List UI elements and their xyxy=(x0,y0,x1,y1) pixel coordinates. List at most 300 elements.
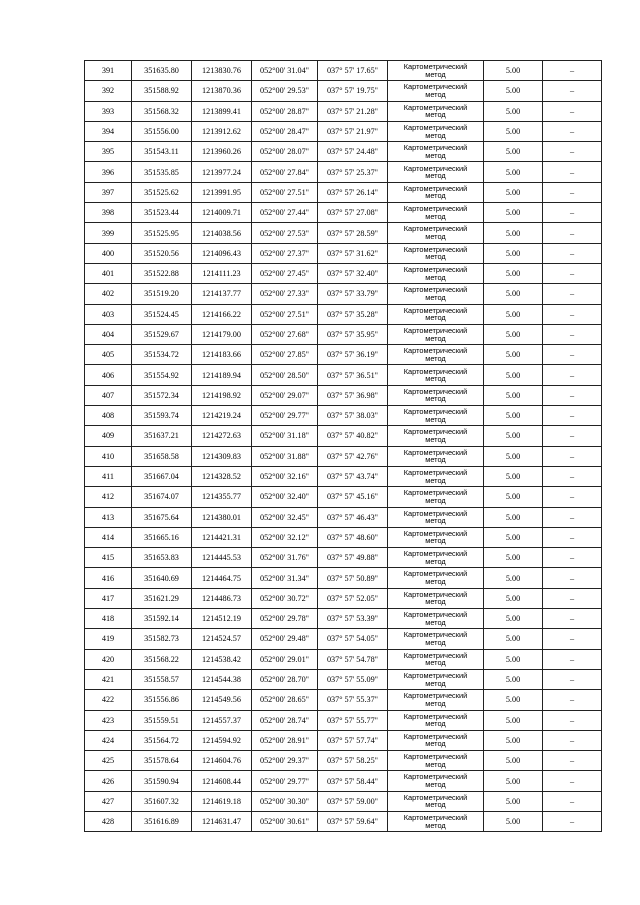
method-cell xyxy=(388,487,484,507)
x-coordinate-cell: 351588.92 xyxy=(132,81,192,101)
method-line-1: Картометрический xyxy=(403,386,468,396)
method-line-1: Картометрический xyxy=(403,752,468,762)
coordinates-table xyxy=(84,60,602,832)
x-coordinate-cell: 351523.44 xyxy=(132,203,192,223)
note-cell: – xyxy=(543,243,602,263)
point-number-cell: 415 xyxy=(85,548,132,568)
latitude-cell: 052°00' 27.45" xyxy=(252,263,318,283)
latitude-cell: 052°00' 29.37" xyxy=(252,751,318,771)
longitude-cell: 037° 57' 45.16" xyxy=(318,487,388,507)
table-row xyxy=(85,791,602,811)
note-cell: – xyxy=(543,345,602,365)
point-number-cell: 410 xyxy=(85,446,132,466)
longitude-cell: 037° 57' 50.89" xyxy=(318,568,388,588)
method-cell xyxy=(388,527,484,547)
note-cell: – xyxy=(543,791,602,811)
method-line-2: метод xyxy=(425,556,446,566)
latitude-cell: 052°00' 31.88" xyxy=(252,446,318,466)
y-coordinate-cell: 1214524.57 xyxy=(192,629,252,649)
accuracy-cell: 5.00 xyxy=(484,101,543,121)
y-coordinate-cell: 1214179.00 xyxy=(192,324,252,344)
table-row xyxy=(85,284,602,304)
method-cell xyxy=(388,751,484,771)
method-cell xyxy=(388,548,484,568)
method-line-2: метод xyxy=(425,89,446,99)
accuracy-cell: 5.00 xyxy=(484,669,543,689)
longitude-cell: 037° 57' 55.37" xyxy=(318,690,388,710)
x-coordinate-cell: 351658.58 xyxy=(132,446,192,466)
point-number-cell: 407 xyxy=(85,385,132,405)
method-line-1: Картометрический xyxy=(403,265,468,275)
y-coordinate-cell: 1213977.24 xyxy=(192,162,252,182)
table-row xyxy=(85,81,602,101)
method-line-1: Картометрический xyxy=(403,325,468,335)
note-cell: – xyxy=(543,162,602,182)
accuracy-cell: 5.00 xyxy=(484,284,543,304)
note-cell: – xyxy=(543,121,602,141)
method-line-2: метод xyxy=(425,820,446,830)
latitude-cell: 052°00' 29.78" xyxy=(252,609,318,629)
table-row xyxy=(85,568,602,588)
point-number-cell: 412 xyxy=(85,487,132,507)
table-row xyxy=(85,304,602,324)
point-number-cell: 404 xyxy=(85,324,132,344)
note-cell: – xyxy=(543,588,602,608)
x-coordinate-cell: 351554.92 xyxy=(132,365,192,385)
y-coordinate-cell: 1214198.92 xyxy=(192,385,252,405)
latitude-cell: 052°00' 32.40" xyxy=(252,487,318,507)
table-row xyxy=(85,324,602,344)
accuracy-cell: 5.00 xyxy=(484,406,543,426)
note-cell: – xyxy=(543,263,602,283)
latitude-cell: 052°00' 28.65" xyxy=(252,690,318,710)
method-line-1: Картометрический xyxy=(403,488,468,498)
latitude-cell: 052°00' 28.74" xyxy=(252,710,318,730)
point-number-cell: 418 xyxy=(85,609,132,629)
longitude-cell: 037° 57' 26.14" xyxy=(318,182,388,202)
y-coordinate-cell: 1214183.66 xyxy=(192,345,252,365)
method-cell xyxy=(388,811,484,831)
longitude-cell: 037° 57' 31.62" xyxy=(318,243,388,263)
longitude-cell: 037° 57' 59.00" xyxy=(318,791,388,811)
longitude-cell: 037° 57' 38.03" xyxy=(318,406,388,426)
table-row xyxy=(85,669,602,689)
method-line-1: Картометрический xyxy=(403,711,468,721)
table-row xyxy=(85,142,602,162)
note-cell: – xyxy=(543,142,602,162)
longitude-cell: 037° 57' 42.76" xyxy=(318,446,388,466)
method-line-1: Картометрический xyxy=(403,427,468,437)
point-number-cell: 397 xyxy=(85,182,132,202)
method-cell xyxy=(388,243,484,263)
x-coordinate-cell: 351590.94 xyxy=(132,771,192,791)
note-cell: – xyxy=(543,223,602,243)
y-coordinate-cell: 1214137.77 xyxy=(192,284,252,304)
table-row xyxy=(85,466,602,486)
note-cell: – xyxy=(543,446,602,466)
method-cell xyxy=(388,182,484,202)
point-number-cell: 413 xyxy=(85,507,132,527)
note-cell: – xyxy=(543,466,602,486)
method-line-2: метод xyxy=(425,759,446,769)
accuracy-cell: 5.00 xyxy=(484,466,543,486)
accuracy-cell: 5.00 xyxy=(484,203,543,223)
x-coordinate-cell: 351665.16 xyxy=(132,527,192,547)
method-cell xyxy=(388,507,484,527)
latitude-cell: 052°00' 28.07" xyxy=(252,142,318,162)
method-cell xyxy=(388,730,484,750)
method-line-1: Картометрический xyxy=(403,407,468,417)
point-number-cell: 402 xyxy=(85,284,132,304)
latitude-cell: 052°00' 29.77" xyxy=(252,771,318,791)
table-row xyxy=(85,710,602,730)
table-row xyxy=(85,406,602,426)
method-cell xyxy=(388,690,484,710)
accuracy-cell: 5.00 xyxy=(484,629,543,649)
x-coordinate-cell: 351520.56 xyxy=(132,243,192,263)
note-cell: – xyxy=(543,609,602,629)
latitude-cell: 052°00' 31.34" xyxy=(252,568,318,588)
method-line-2: метод xyxy=(425,191,446,201)
y-coordinate-cell: 1214557.37 xyxy=(192,710,252,730)
method-cell xyxy=(388,365,484,385)
method-line-1: Картометрический xyxy=(403,589,468,599)
latitude-cell: 052°00' 31.04" xyxy=(252,61,318,81)
table-row xyxy=(85,548,602,568)
latitude-cell: 052°00' 28.70" xyxy=(252,669,318,689)
y-coordinate-cell: 1213960.26 xyxy=(192,142,252,162)
table-row xyxy=(85,771,602,791)
latitude-cell: 052°00' 28.50" xyxy=(252,365,318,385)
method-line-2: метод xyxy=(425,69,446,79)
method-line-2: метод xyxy=(425,272,446,282)
note-cell: – xyxy=(543,406,602,426)
y-coordinate-cell: 1214445.53 xyxy=(192,548,252,568)
method-line-2: метод xyxy=(425,171,446,181)
y-coordinate-cell: 1214544.38 xyxy=(192,669,252,689)
point-number-cell: 409 xyxy=(85,426,132,446)
point-number-cell: 421 xyxy=(85,669,132,689)
latitude-cell: 052°00' 29.07" xyxy=(252,385,318,405)
method-line-1: Картометрический xyxy=(403,285,468,295)
method-cell xyxy=(388,446,484,466)
y-coordinate-cell: 1214594.92 xyxy=(192,730,252,750)
accuracy-cell: 5.00 xyxy=(484,568,543,588)
y-coordinate-cell: 1214512.19 xyxy=(192,609,252,629)
method-line-2: метод xyxy=(425,698,446,708)
longitude-cell: 037° 57' 52.05" xyxy=(318,588,388,608)
method-line-1: Картометрический xyxy=(403,163,468,173)
table-row xyxy=(85,385,602,405)
x-coordinate-cell: 351559.51 xyxy=(132,710,192,730)
method-line-2: метод xyxy=(425,313,446,323)
method-line-1: Картометрический xyxy=(403,102,468,112)
y-coordinate-cell: 1214421.31 xyxy=(192,527,252,547)
method-line-2: метод xyxy=(425,516,446,526)
method-line-2: метод xyxy=(425,292,446,302)
note-cell: – xyxy=(543,771,602,791)
note-cell: – xyxy=(543,690,602,710)
table-row xyxy=(85,690,602,710)
x-coordinate-cell: 351572.34 xyxy=(132,385,192,405)
method-cell xyxy=(388,324,484,344)
point-number-cell: 395 xyxy=(85,142,132,162)
x-coordinate-cell: 351607.32 xyxy=(132,791,192,811)
longitude-cell: 037° 57' 25.37" xyxy=(318,162,388,182)
accuracy-cell: 5.00 xyxy=(484,588,543,608)
method-cell xyxy=(388,771,484,791)
accuracy-cell: 5.00 xyxy=(484,527,543,547)
method-line-2: метод xyxy=(425,739,446,749)
latitude-cell: 052°00' 27.85" xyxy=(252,345,318,365)
longitude-cell: 037° 57' 27.08" xyxy=(318,203,388,223)
method-line-1: Картометрический xyxy=(403,610,468,620)
table-row xyxy=(85,345,602,365)
table-row xyxy=(85,101,602,121)
method-line-2: метод xyxy=(425,130,446,140)
point-number-cell: 420 xyxy=(85,649,132,669)
latitude-cell: 052°00' 30.72" xyxy=(252,588,318,608)
point-number-cell: 399 xyxy=(85,223,132,243)
method-line-1: Картометрический xyxy=(403,447,468,457)
point-number-cell: 414 xyxy=(85,527,132,547)
method-cell xyxy=(388,609,484,629)
accuracy-cell: 5.00 xyxy=(484,811,543,831)
note-cell: – xyxy=(543,548,602,568)
point-number-cell: 406 xyxy=(85,365,132,385)
table-row xyxy=(85,243,602,263)
method-line-1: Картометрический xyxy=(403,183,468,193)
accuracy-cell: 5.00 xyxy=(484,690,543,710)
longitude-cell: 037° 57' 43.74" xyxy=(318,466,388,486)
x-coordinate-cell: 351667.04 xyxy=(132,466,192,486)
latitude-cell: 052°00' 31.18" xyxy=(252,426,318,446)
accuracy-cell: 5.00 xyxy=(484,162,543,182)
y-coordinate-cell: 1214380.01 xyxy=(192,507,252,527)
latitude-cell: 052°00' 32.45" xyxy=(252,507,318,527)
x-coordinate-cell: 351556.00 xyxy=(132,121,192,141)
longitude-cell: 037° 57' 57.74" xyxy=(318,730,388,750)
latitude-cell: 052°00' 27.37" xyxy=(252,243,318,263)
x-coordinate-cell: 351525.62 xyxy=(132,182,192,202)
table-row xyxy=(85,121,602,141)
method-line-2: метод xyxy=(425,374,446,384)
x-coordinate-cell: 351568.22 xyxy=(132,649,192,669)
method-cell xyxy=(388,223,484,243)
y-coordinate-cell: 1213991.95 xyxy=(192,182,252,202)
accuracy-cell: 5.00 xyxy=(484,710,543,730)
point-number-cell: 401 xyxy=(85,263,132,283)
latitude-cell: 052°00' 30.61" xyxy=(252,811,318,831)
longitude-cell: 037° 57' 49.88" xyxy=(318,548,388,568)
latitude-cell: 052°00' 27.51" xyxy=(252,304,318,324)
y-coordinate-cell: 1214219.24 xyxy=(192,406,252,426)
method-cell xyxy=(388,406,484,426)
point-number-cell: 419 xyxy=(85,629,132,649)
method-line-2: метод xyxy=(425,658,446,668)
method-cell xyxy=(388,588,484,608)
table-row xyxy=(85,426,602,446)
method-line-2: метод xyxy=(425,394,446,404)
longitude-cell: 037° 57' 55.09" xyxy=(318,669,388,689)
method-line-2: метод xyxy=(425,434,446,444)
method-line-1: Картометрический xyxy=(403,62,468,72)
method-line-1: Картометрический xyxy=(403,143,468,153)
method-line-2: метод xyxy=(425,232,446,242)
longitude-cell: 037° 57' 28.59" xyxy=(318,223,388,243)
longitude-cell: 037° 57' 40.82" xyxy=(318,426,388,446)
x-coordinate-cell: 351635.80 xyxy=(132,61,192,81)
latitude-cell: 052°00' 27.51" xyxy=(252,182,318,202)
accuracy-cell: 5.00 xyxy=(484,751,543,771)
accuracy-cell: 5.00 xyxy=(484,324,543,344)
longitude-cell: 037° 57' 21.97" xyxy=(318,121,388,141)
y-coordinate-cell: 1214038.56 xyxy=(192,223,252,243)
method-line-2: метод xyxy=(425,637,446,647)
table-row xyxy=(85,263,602,283)
longitude-cell: 037° 57' 35.28" xyxy=(318,304,388,324)
method-cell xyxy=(388,710,484,730)
y-coordinate-cell: 1214631.47 xyxy=(192,811,252,831)
method-line-1: Картометрический xyxy=(403,467,468,477)
x-coordinate-cell: 351640.69 xyxy=(132,568,192,588)
y-coordinate-cell: 1214486.73 xyxy=(192,588,252,608)
point-number-cell: 403 xyxy=(85,304,132,324)
method-line-1: Картометрический xyxy=(403,244,468,254)
note-cell: – xyxy=(543,365,602,385)
method-line-1: Картометрический xyxy=(403,569,468,579)
accuracy-cell: 5.00 xyxy=(484,791,543,811)
point-number-cell: 408 xyxy=(85,406,132,426)
x-coordinate-cell: 351558.57 xyxy=(132,669,192,689)
note-cell: – xyxy=(543,751,602,771)
longitude-cell: 037° 57' 58.25" xyxy=(318,751,388,771)
latitude-cell: 052°00' 29.01" xyxy=(252,649,318,669)
note-cell: – xyxy=(543,568,602,588)
accuracy-cell: 5.00 xyxy=(484,385,543,405)
note-cell: – xyxy=(543,649,602,669)
x-coordinate-cell: 351524.45 xyxy=(132,304,192,324)
note-cell: – xyxy=(543,730,602,750)
point-number-cell: 396 xyxy=(85,162,132,182)
point-number-cell: 425 xyxy=(85,751,132,771)
accuracy-cell: 5.00 xyxy=(484,426,543,446)
x-coordinate-cell: 351564.72 xyxy=(132,730,192,750)
y-coordinate-cell: 1213830.76 xyxy=(192,61,252,81)
table-row xyxy=(85,730,602,750)
method-cell xyxy=(388,629,484,649)
method-line-2: метод xyxy=(425,536,446,546)
point-number-cell: 416 xyxy=(85,568,132,588)
y-coordinate-cell: 1214309.83 xyxy=(192,446,252,466)
method-cell xyxy=(388,284,484,304)
note-cell: – xyxy=(543,324,602,344)
point-number-cell: 391 xyxy=(85,61,132,81)
latitude-cell: 052°00' 31.76" xyxy=(252,548,318,568)
method-line-1: Картометрический xyxy=(403,792,468,802)
accuracy-cell: 5.00 xyxy=(484,609,543,629)
method-line-1: Картометрический xyxy=(403,82,468,92)
method-cell xyxy=(388,466,484,486)
x-coordinate-cell: 351674.07 xyxy=(132,487,192,507)
method-line-2: метод xyxy=(425,495,446,505)
longitude-cell: 037° 57' 32.40" xyxy=(318,263,388,283)
point-number-cell: 428 xyxy=(85,811,132,831)
note-cell: – xyxy=(543,385,602,405)
x-coordinate-cell: 351592.14 xyxy=(132,609,192,629)
method-cell xyxy=(388,426,484,446)
method-line-1: Картометрический xyxy=(403,630,468,640)
method-line-1: Картометрический xyxy=(403,204,468,214)
point-number-cell: 427 xyxy=(85,791,132,811)
latitude-cell: 052°00' 30.30" xyxy=(252,791,318,811)
method-line-1: Картометрический xyxy=(403,650,468,660)
x-coordinate-cell: 351582.73 xyxy=(132,629,192,649)
accuracy-cell: 5.00 xyxy=(484,263,543,283)
note-cell: – xyxy=(543,101,602,121)
latitude-cell: 052°00' 29.48" xyxy=(252,629,318,649)
latitude-cell: 052°00' 27.84" xyxy=(252,162,318,182)
method-line-1: Картометрический xyxy=(403,305,468,315)
x-coordinate-cell: 351543.11 xyxy=(132,142,192,162)
accuracy-cell: 5.00 xyxy=(484,243,543,263)
y-coordinate-cell: 1214009.71 xyxy=(192,203,252,223)
x-coordinate-cell: 351556.86 xyxy=(132,690,192,710)
method-line-2: метод xyxy=(425,800,446,810)
y-coordinate-cell: 1214604.76 xyxy=(192,751,252,771)
accuracy-cell: 5.00 xyxy=(484,771,543,791)
accuracy-cell: 5.00 xyxy=(484,446,543,466)
longitude-cell: 037° 57' 58.44" xyxy=(318,771,388,791)
x-coordinate-cell: 351519.20 xyxy=(132,284,192,304)
method-line-2: метод xyxy=(425,150,446,160)
longitude-cell: 037° 57' 17.65" xyxy=(318,61,388,81)
method-line-1: Картометрический xyxy=(403,691,468,701)
table-row xyxy=(85,811,602,831)
method-cell xyxy=(388,101,484,121)
y-coordinate-cell: 1214272.63 xyxy=(192,426,252,446)
method-cell xyxy=(388,203,484,223)
method-cell xyxy=(388,649,484,669)
longitude-cell: 037° 57' 36.98" xyxy=(318,385,388,405)
method-line-2: метод xyxy=(425,211,446,221)
x-coordinate-cell: 351653.83 xyxy=(132,548,192,568)
note-cell: – xyxy=(543,507,602,527)
x-coordinate-cell: 351637.21 xyxy=(132,426,192,446)
point-number-cell: 405 xyxy=(85,345,132,365)
table-row xyxy=(85,162,602,182)
y-coordinate-cell: 1213899.41 xyxy=(192,101,252,121)
accuracy-cell: 5.00 xyxy=(484,142,543,162)
method-cell xyxy=(388,263,484,283)
table-row xyxy=(85,588,602,608)
accuracy-cell: 5.00 xyxy=(484,61,543,81)
accuracy-cell: 5.00 xyxy=(484,548,543,568)
latitude-cell: 052°00' 27.53" xyxy=(252,223,318,243)
method-line-2: метод xyxy=(425,455,446,465)
x-coordinate-cell: 351529.67 xyxy=(132,324,192,344)
table-row xyxy=(85,61,602,81)
x-coordinate-cell: 351522.88 xyxy=(132,263,192,283)
note-cell: – xyxy=(543,284,602,304)
method-line-2: метод xyxy=(425,110,446,120)
y-coordinate-cell: 1214096.43 xyxy=(192,243,252,263)
accuracy-cell: 5.00 xyxy=(484,730,543,750)
longitude-cell: 037° 57' 53.39" xyxy=(318,609,388,629)
x-coordinate-cell: 351621.29 xyxy=(132,588,192,608)
method-line-2: метод xyxy=(425,577,446,587)
note-cell: – xyxy=(543,426,602,446)
